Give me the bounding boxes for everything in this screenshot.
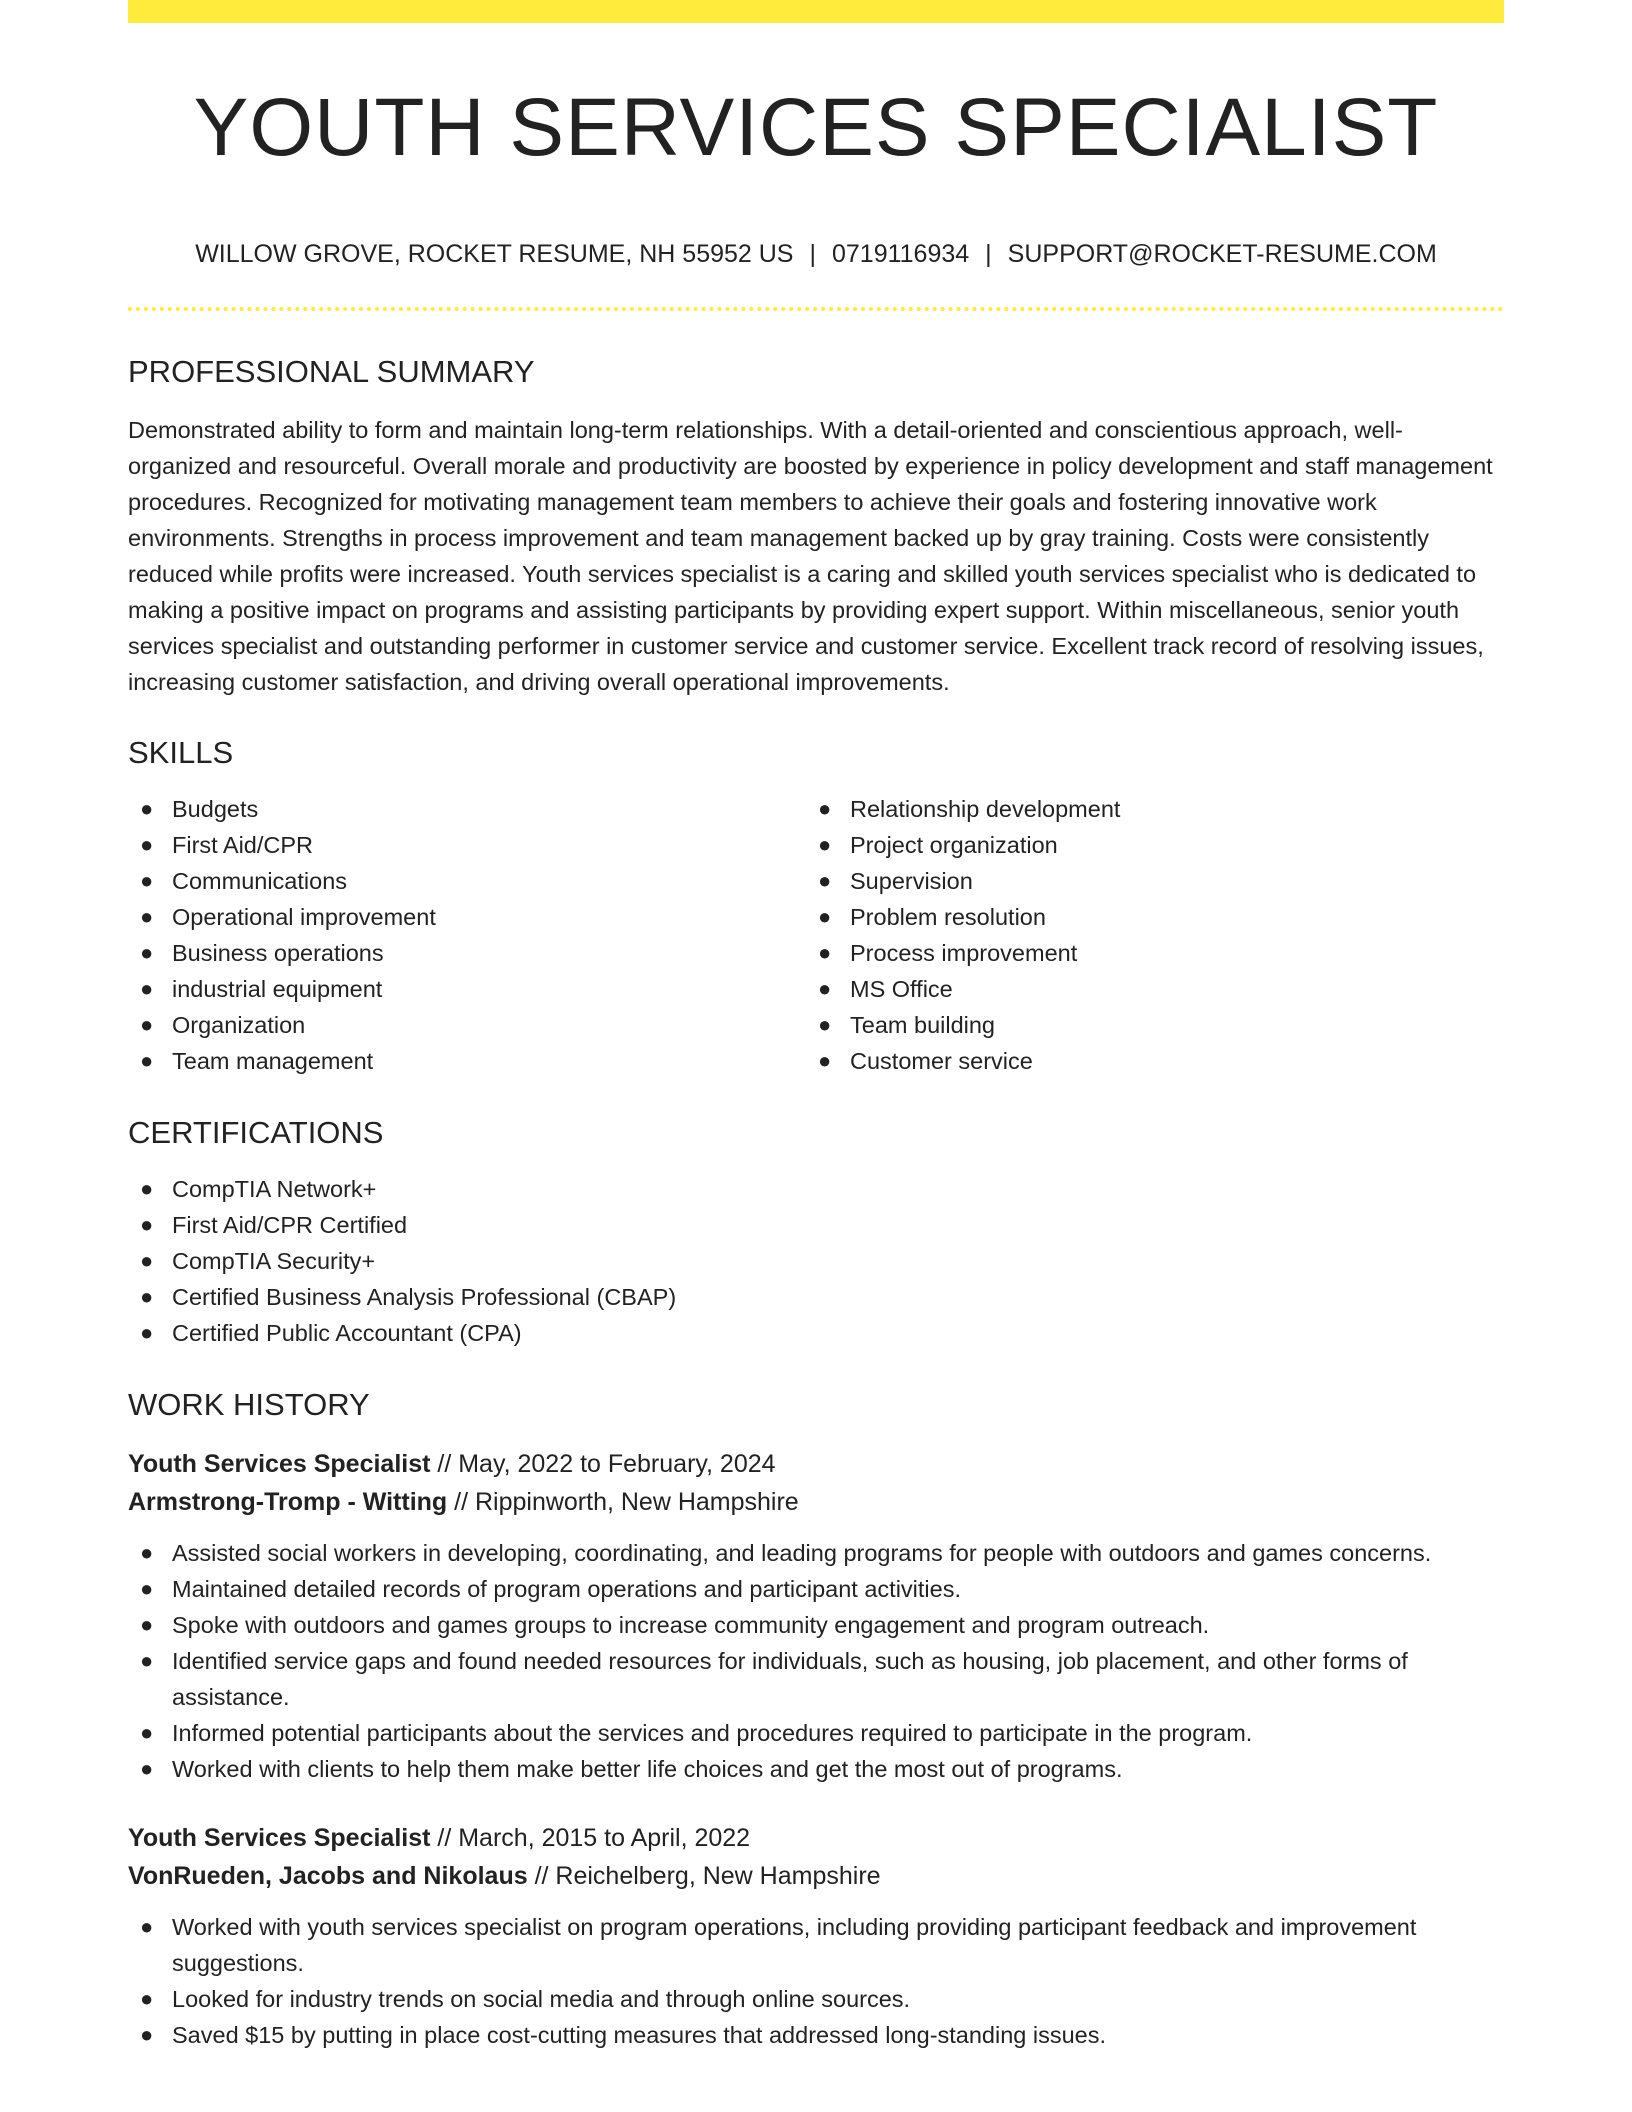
skill-label: Project organization [850, 832, 1058, 858]
skill-label: Supervision [850, 868, 973, 894]
bullet-icon: ● [140, 1540, 154, 1565]
certification-item [128, 1207, 1504, 1243]
skill-label: industrial equipment [172, 976, 383, 1002]
skill-label: Customer service [850, 1048, 1033, 1074]
job-title: Youth Services Specialist [128, 1824, 431, 1852]
job-title-line [128, 1819, 1504, 1857]
job-duty [128, 1535, 1504, 1571]
bullet-icon: ● [140, 832, 154, 857]
job-location: // Reichelberg, New Hampshire [527, 1862, 881, 1890]
bullet-icon: ● [140, 1320, 154, 1345]
job-duties-list [128, 1535, 1504, 1787]
section-heading-skills: SKILLS [128, 735, 234, 770]
job-duty [128, 1571, 1504, 1607]
job-duty [128, 1715, 1504, 1751]
certification-label: Certified Business Analysis Professional (CBAP) [172, 1284, 677, 1310]
bullet-icon: ● [818, 940, 832, 965]
skill-label: Team management [172, 1048, 374, 1074]
skill-item [128, 971, 806, 1007]
job-duty [128, 1981, 1504, 2017]
bullet-icon: ● [818, 976, 832, 1001]
job-duty [128, 1909, 1504, 1981]
contact-email[interactable]: SUPPORT@ROCKET-RESUME.COM [1007, 240, 1437, 268]
skill-label: Problem resolution [850, 904, 1046, 930]
bullet-icon: ● [140, 1284, 154, 1309]
bullet-icon: ● [140, 796, 154, 821]
job-duty [128, 1643, 1504, 1715]
skills-section [128, 733, 1504, 1079]
skill-label: Budgets [172, 796, 259, 822]
bullet-icon: ● [818, 904, 832, 929]
job-dates: // March, 2015 to April, 2022 [430, 1824, 751, 1852]
page-title: YOUTH SERVICES SPECIALIST [193, 82, 1439, 173]
skill-item [128, 899, 806, 935]
skills-list-left [128, 791, 806, 1079]
job-company-line [128, 1857, 1504, 1895]
certification-item [128, 1243, 1504, 1279]
job-duty-text: Spoke with outdoors and games groups to increase community engagement and program outreach. [172, 1612, 1210, 1638]
skill-label: Team building [850, 1012, 996, 1038]
job-entry [128, 1445, 1504, 1787]
skill-item [806, 935, 1484, 971]
skill-item [128, 935, 806, 971]
certification-label: First Aid/CPR Certified [172, 1212, 408, 1238]
summary-text: Demonstrated ability to form and maintain long-term relationships. With a detail-oriented and conscientious approach, well-organized and resourceful. Overall morale and productivity are boosted by experience in policy development and staff management procedures. Recognized for motivating management team members to achieve their goals and fostering innovative work environments. Strengths in process improvement and team management backed up by gray training. Costs were consistently reduced while profits were increased. Youth services specialist is a caring and skilled youth services specialist who is dedicated to making a positive impact on programs and assisting participants by providing expert support. Within miscellaneous, senior youth services specialist and outstanding performer in customer service and customer service. Excellent track record of resolving issues, increasing customer satisfaction, and driving overall operational improvements. [128, 417, 1493, 695]
skill-item [806, 1007, 1484, 1043]
skill-label: Operational improvement [172, 904, 436, 930]
work-history-section [128, 1385, 1504, 2053]
skill-item [128, 1007, 806, 1043]
job-title-line [128, 1445, 1504, 1483]
bullet-icon: ● [140, 1212, 154, 1237]
job-company-line [128, 1483, 1504, 1521]
certification-label: CompTIA Security+ [172, 1248, 376, 1274]
bullet-icon: ● [140, 1012, 154, 1037]
dotted-divider [128, 307, 1504, 311]
skill-item [128, 1043, 806, 1079]
job-duty [128, 1751, 1504, 1787]
job-company: VonRueden, Jacobs and Nikolaus [128, 1862, 528, 1890]
contact-separator: | [809, 240, 816, 268]
bullet-icon: ● [818, 832, 832, 857]
certifications-section [128, 1113, 1504, 1351]
bullet-icon: ● [140, 1720, 154, 1745]
job-duty-text: Identified service gaps and found needed resources for individuals, such as housing, job placement, and other forms of assistance. [172, 1648, 1408, 1710]
bullet-icon: ● [818, 796, 832, 821]
skill-item [806, 899, 1484, 935]
bullet-icon: ● [818, 868, 832, 893]
certification-label: Certified Public Accountant (CPA) [172, 1320, 522, 1346]
summary-section [128, 352, 1504, 700]
job-entry [128, 1819, 1504, 2053]
certification-item [128, 1315, 1504, 1351]
top-accent-bar [128, 0, 1504, 23]
section-heading-work-history: WORK HISTORY [128, 1387, 370, 1422]
contact-line [128, 236, 1504, 272]
section-heading-summary: PROFESSIONAL SUMMARY [128, 354, 535, 389]
skills-list-right [806, 791, 1484, 1079]
bullet-icon: ● [140, 1048, 154, 1073]
bullet-icon: ● [140, 1612, 154, 1637]
skill-label: Communications [172, 868, 348, 894]
job-duty-text: Looked for industry trends on social media and through online sources. [172, 1986, 911, 2012]
bullet-icon: ● [818, 1048, 832, 1073]
skill-label: Organization [172, 1012, 306, 1038]
skill-label: MS Office [850, 976, 953, 1002]
skill-item [128, 791, 806, 827]
skill-item [128, 827, 806, 863]
skill-label: Process improvement [850, 940, 1078, 966]
job-company: Armstrong-Tromp - Witting [128, 1488, 448, 1516]
skill-label: Business operations [172, 940, 384, 966]
bullet-icon: ● [140, 868, 154, 893]
bullet-icon: ● [140, 1248, 154, 1273]
job-duties-list [128, 1909, 1504, 2053]
skill-label: First Aid/CPR [172, 832, 314, 858]
skill-label: Relationship development [850, 796, 1121, 822]
bullet-icon: ● [140, 904, 154, 929]
job-duty-text: Informed potential participants about the services and procedures required to participate in the program. [172, 1720, 1253, 1746]
certification-item [128, 1171, 1504, 1207]
bullet-icon: ● [140, 940, 154, 965]
job-title: Youth Services Specialist [128, 1450, 431, 1478]
job-duty-text: Assisted social workers in developing, coordinating, and leading programs for people with outdoors and games concerns. [172, 1540, 1432, 1566]
contact-separator: | [985, 240, 992, 268]
job-duty-text: Maintained detailed records of program operations and participant activities. [172, 1576, 961, 1602]
job-location: // Rippinworth, New Hampshire [447, 1488, 799, 1516]
contact-phone: 0719116934 [831, 240, 970, 268]
skill-item [806, 791, 1484, 827]
bullet-icon: ● [140, 976, 154, 1001]
bullet-icon: ● [140, 1756, 154, 1781]
bullet-icon: ● [140, 1648, 154, 1673]
certifications-list [128, 1171, 1504, 1351]
job-duty-text: Saved $15 by putting in place cost-cutting measures that addressed long-standing issues. [172, 2022, 1107, 2048]
bullet-icon: ● [818, 1012, 832, 1037]
skill-item [128, 863, 806, 899]
section-heading-certifications: CERTIFICATIONS [128, 1115, 384, 1150]
skill-item [806, 863, 1484, 899]
job-duty-text: Worked with clients to help them make better life choices and get the most out of programs. [172, 1756, 1123, 1782]
skill-item [806, 971, 1484, 1007]
skills-columns [128, 791, 1504, 1079]
bullet-icon: ● [140, 1176, 154, 1201]
certification-item [128, 1279, 1504, 1315]
job-duty-text: Worked with youth services specialist on program operations, including providing participant feedback and improvement suggestions. [172, 1914, 1417, 1976]
bullet-icon: ● [140, 1576, 154, 1601]
certification-label: CompTIA Network+ [172, 1176, 377, 1202]
contact-address: WILLOW GROVE, ROCKET RESUME, NH 55952 US [195, 240, 794, 268]
job-dates: // May, 2022 to February, 2024 [430, 1450, 776, 1478]
bullet-icon: ● [140, 1986, 154, 2011]
skill-item [806, 1043, 1484, 1079]
job-duty [128, 2017, 1504, 2053]
bullet-icon: ● [140, 1914, 154, 1939]
bullet-icon: ● [140, 2022, 154, 2047]
skill-item [806, 827, 1484, 863]
job-duty [128, 1607, 1504, 1643]
